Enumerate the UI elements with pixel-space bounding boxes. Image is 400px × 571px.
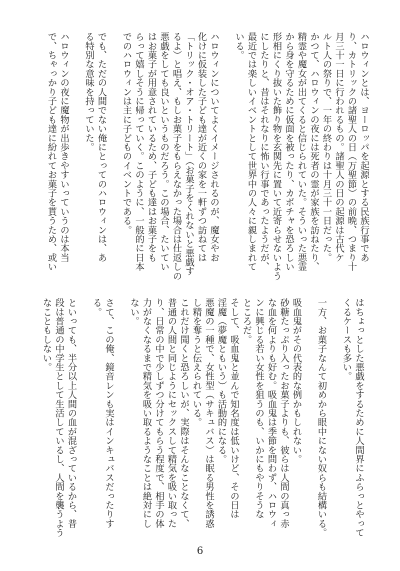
text-line: ハロウィンとは、ヨーロッパを起源とする民族行事であ [358, 32, 369, 262]
text-line: 精霊や魔女が出てくると信じられていた。そういった悪霊 [295, 32, 307, 272]
text-line: らって嬉しそうに帰っていく。このように、一般的に日本 [133, 32, 144, 272]
text-line: ない。 [128, 298, 139, 326]
text-line: 力がなくなるまで精気を吸い取るようなことは絶対にし [140, 298, 152, 528]
text-line: るよ）と唱え、もしお菓子をもらえなかった場合は仕返しの [170, 32, 182, 281]
text-line: といっても、半分以上人間の血が混ざっているから、普 [65, 298, 77, 528]
text-line: くるケースも多い。 [340, 298, 352, 381]
text-line: にしたりと、昔はそれなりに怖い行事であったようだが、 [258, 32, 269, 272]
page-number: 6 [196, 546, 204, 557]
text-line: から身を守るために仮面を被ったり、カボチャを恐ろしい [283, 32, 294, 272]
text-line: な血を何よりも好む。吸血鬼は季節を問わず、ハロウィ [265, 298, 277, 528]
text-line: 普通の人間と同じようにセックスして精気を吸い取った [165, 298, 177, 528]
text-line: 淫魔（夢魔ともいう）も活動的になる。 [215, 298, 227, 464]
text-line: ンに興じる若い女性を狙うのも、いかにもやりそうな [253, 298, 264, 519]
text-line: でのハロウィンは主に子どものイベントである。 [120, 32, 132, 235]
text-line: ハロウィンについてよくイメージされるのが、魔女やお [208, 32, 219, 262]
text-line: なこともしない。 [40, 298, 52, 372]
text-line: り、日常の中で少しずつ分けてもらう程度で、相手の体 [153, 298, 164, 528]
text-line: かつて、ハロウィンの夜には死者の霊が家族を訪ねたり、 [308, 32, 319, 272]
text-line: 化けに仮装した子ども達が近くの家を一軒ずつ訪ねては [195, 32, 207, 262]
text-line: る特別な意味を持っていた。 [83, 32, 94, 152]
lower-text-block [39, 298, 364, 548]
text-line: し精を奪うと伝えられている。 [190, 298, 202, 427]
text-line: で、ちゃっかり子ども達に紛れてお菓子を貰うため、或い [45, 32, 57, 272]
text-line: 悪魔の一種で、女性型（サキュバス）は眠る男性を誘惑 [203, 298, 214, 528]
text-line: はお菓子が用意されているため、子ども達はお菓子をも [145, 32, 157, 262]
text-line: これだけ聞くと恐ろしいが、実際はそんなことなくて、 [178, 298, 189, 528]
text-line: いる。 [233, 32, 244, 60]
text-line: さて、この俺、鏡音レンも実はインキュバスだったりす [103, 298, 114, 528]
text-line: 砂糖たっぷり入ったお菓子よりも、彼らは人間の真っ赤 [278, 298, 289, 528]
text-line: 一方、お菓子なんて初めから眼中にない奴らも結構いる。 [315, 298, 327, 538]
text-line: 「トリック・オア・トリート」（お菓子をくれないと悪戯す [183, 32, 194, 276]
text-line: る。 [90, 298, 102, 317]
upper-text-block [44, 32, 369, 281]
text-line: ルト人の祭りで、一年の終わりは十月三十一日だった。 [320, 32, 332, 262]
text-line: はちょっとした悪戯をするために人間界にふらっとやって [353, 298, 364, 538]
text-line: そして、吸血鬼と並んで知名度は低いけど、その日は [228, 298, 239, 519]
text-line: 悪戯をしても良いというものだろう。この場合、たいてい [158, 32, 169, 272]
text-line: ところだ。 [240, 298, 252, 344]
text-line: でも、ただの人間でない俺にとってのハロウィンは、あ [95, 32, 107, 262]
text-line: 最近では楽しいイベントとして世界中の人々に親しまれて [245, 32, 257, 272]
text-line: 段は普通の中学生として生活しているし、人間を襲うよう [53, 298, 64, 538]
text-line: 形相にくり抜いた飾り物を玄関先に置いて近寄らせないよう [270, 32, 282, 281]
text-line: り、カトリックの諸聖人の日（万聖節）の前晩、つまり十 [345, 32, 357, 272]
text-line: 吸血鬼がその代表的な例かもしれない。 [290, 298, 302, 464]
text-line: 月三十一日に行われるもの。諸聖人の日の起源は古代ケ [333, 32, 344, 262]
text-line: ハロウィンの夜に魔物が出歩きやすいっていうのは本当 [58, 32, 69, 262]
